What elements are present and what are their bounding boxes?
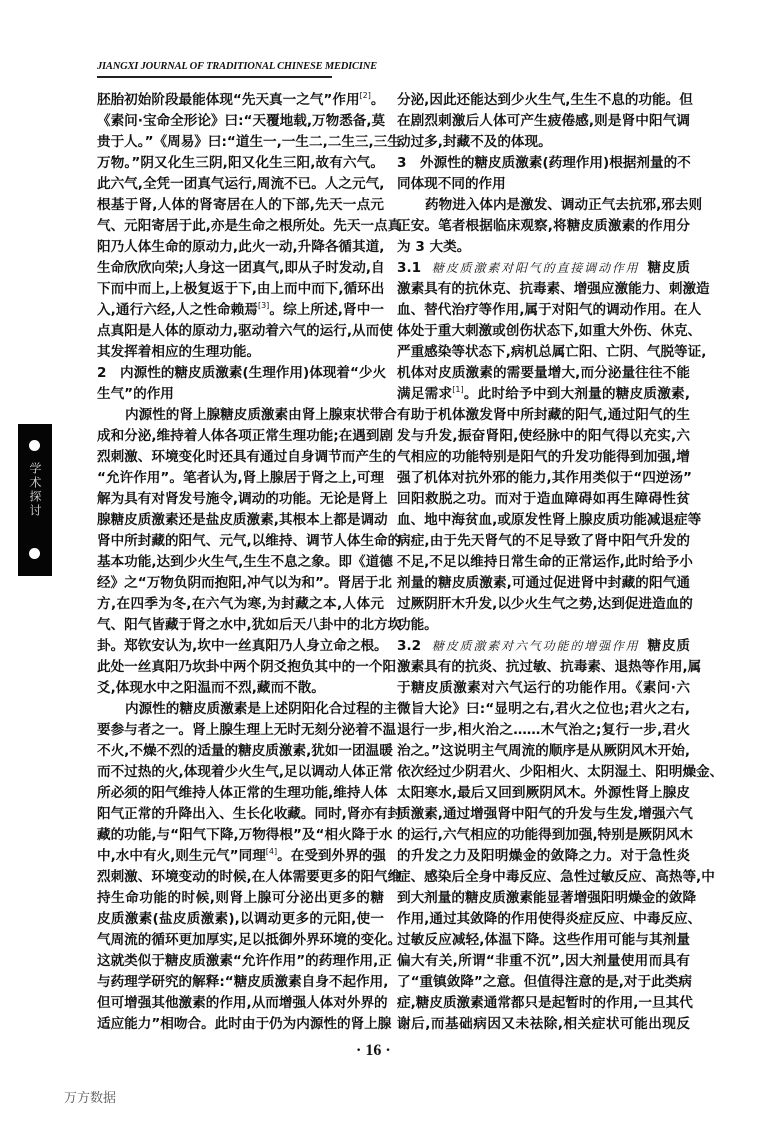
text-line: 有助于机体激发肾中所封藏的阳气,通过阳气的生 — [397, 407, 690, 423]
text-line: 症,糖皮质激素通常都只是起暂时的作用,一旦其代 — [397, 995, 693, 1011]
text-line: 但可增强其他激素的作用,从而增强人体对外界的 — [97, 995, 388, 1011]
text-line: 卦。郑钦安认为,坎中一丝真阳乃人身立命之根。 — [97, 638, 388, 654]
text-line: 体处于重大刺激或创伤状态下,如重大外伤、休克、 — [397, 323, 702, 339]
text-line: 2 内源性的糖皮质激素(生理作用)体现着“少火 — [97, 365, 387, 381]
text-line: 同体现不同的作用 — [397, 176, 506, 192]
side-tab-label: 学术探讨 — [28, 462, 42, 518]
text-line: 严重感染等状态下,病机总属亡阳、亡阴、气脱等证, — [397, 344, 707, 360]
text-line: 万物。”阴又化生三阴,阳又化生三阳,故有六气。 — [97, 155, 384, 171]
text-line: “允许作用”。笔者认为,肾上腺居于肾之上,可理 — [97, 470, 384, 486]
subsection-title: 糖皮质激素对六气功能的增强作用 — [431, 639, 640, 653]
text-line: 方,在四季为冬,在六气为寒,为封藏之本,人体元 — [97, 596, 384, 612]
subsection — [397, 258, 710, 636]
text-line: 烈刺激、环境变化时还具有通过自身调节而产生的 — [97, 449, 397, 465]
section-heading — [97, 363, 387, 405]
text-line: 中,水中有火,则生元气”同理[4]。在受到外界的强 — [97, 847, 386, 864]
text-line: 过敏反应减轻,体温下降。这些作用可能与其剂量 — [397, 932, 690, 948]
text-line: 这就类似于糖皮质激素“允许作用”的药理作用,正 — [97, 953, 392, 969]
text-line: 要参与者之一。肾上腺生理上无时无刻分泌着不温 — [97, 722, 397, 738]
text-line: 微旨大论》曰:“显明之右,君火之位也;君火之右, — [397, 701, 690, 717]
subsection-number: 3.2 — [397, 638, 422, 654]
text-line: 解为具有对肾发号施令,调动的功能。无论是肾上 — [97, 491, 388, 507]
text-line: 于糖皮质激素对六气运行的功能作用。《素问·六 — [397, 680, 690, 696]
subsection — [397, 636, 724, 1035]
text-line: 下而中而上,上极复返于下,由上而中而下,循环出 — [97, 281, 385, 297]
subsection-heading-line — [397, 258, 690, 279]
text-line: 不火,不燥不烈的适量的糖皮质激素,犹如一团温暖 — [97, 743, 393, 759]
text-line: 成和分泌,维持着人体各项正常生理功能;在遇到剧 — [97, 428, 394, 444]
text-line: 肾中所封藏的阳气、元气,以维持、调节人体生命的 — [97, 533, 402, 549]
text-line: 的运行,六气相应的功能得到加强,特别是厥阴风木 — [397, 827, 693, 843]
text-line: 与药理学研究的解释:“糖皮质激素自身不起作用, — [97, 974, 389, 990]
text-line: 依次经过少阴君火、少阳相火、太阴湿土、阳明燥金、 — [397, 764, 724, 780]
header-rule — [97, 76, 332, 78]
paragraph — [97, 90, 402, 363]
text-line: 气、元阳寄居于此,亦是生命之根所处。先天一点真 — [97, 218, 402, 234]
text-line: 到大剂量的糖皮质激素能显著增强阳明燥金的敛降 — [397, 890, 697, 906]
text-line: 《素问·宝命全形论》曰:“天覆地载,万物悉备,莫 — [97, 113, 386, 129]
running-header: JIANGXI JOURNAL OF TRADITIONAL CHINESE MEDICINE — [97, 61, 377, 72]
paragraph — [97, 699, 402, 1035]
text-line: 生气”的作用 — [97, 386, 174, 402]
page-number: · 16 · — [356, 1042, 391, 1059]
text-line: 不足,不足以维持日常生命的正常运作,此时给予小 — [397, 554, 693, 570]
text-line: 阳气正常的升降出入、生长化收藏。同时,肾亦有封 — [97, 806, 402, 822]
text-line: 激素具有的抗休克、抗毒素、增强应激能力、刺激造 — [397, 281, 710, 297]
text-line: 为 3 大类。 — [397, 239, 471, 255]
text-line: 正安。笔者根据临床观察,将糖皮质激素的作用分 — [397, 218, 690, 234]
bullet-dot-icon — [29, 548, 40, 559]
text-line: 发与升发,振奋肾阳,使经脉中的阳气得以充实,六 — [397, 428, 690, 444]
text-line: 生命欣欣向荣;人身这一团真气,即从子时发动,自 — [97, 260, 385, 276]
text-line: 剂量的糖皮质激素,可通过促进肾中封藏的阳气通 — [397, 575, 690, 591]
left-column — [97, 90, 402, 1035]
text-line: 血、地中海贫血,或原发性肾上腺皮质功能减退症等 — [397, 512, 702, 528]
text-line: 机体对皮质激素的需要量增大,而分泌量往往不能 — [397, 365, 690, 381]
paragraph — [397, 90, 693, 153]
right-column — [397, 90, 724, 1035]
text-line: 其发挥着相应的生理功能。 — [97, 344, 261, 360]
citation-marker: [4] — [265, 847, 278, 856]
text-line: 谢后,而基础病因又未祛除,相关症状可能出现反 — [397, 1016, 690, 1032]
text-line: 皮质激素(盐皮质激素),以调动更多的元阳,使一 — [97, 911, 384, 927]
text-line: 爻,体现水中之阳温而不烈,藏而不散。 — [97, 680, 325, 696]
text-line: 此六气,全凭一团真气运行,周流不已。人之元气, — [97, 176, 385, 192]
text-line: 激素具有的抗炎、抗过敏、抗毒素、退热等作用,属 — [397, 659, 702, 675]
text-line: 质激素,通过增强肾中阳气的升发与生发,增强六气 — [397, 806, 693, 822]
text-line: 退行一步,相火治之……木气治之;复行一步,君火 — [397, 722, 690, 738]
text-line: 而不过热的火,体现着少火生气,足以调动人体正常 — [97, 764, 393, 780]
text-line: 满足需求[1]。此时给予中到大剂量的糖皮质激素, — [397, 385, 691, 402]
text-line: 经》之“万物负阴而抱阳,冲气以为和”。肾居于北 — [97, 575, 392, 591]
text-line: 基本功能,达到少火生气,生生不息之象。即《道德 — [97, 554, 393, 570]
section-side-tab — [18, 424, 52, 576]
text-line: 分泌,因此还能达到少火生气,生生不息的功能。但 — [397, 92, 693, 108]
text-line: 太阳寒水,最后又回到厥阴风木。外源性肾上腺皮 — [397, 785, 690, 801]
citation-marker: [3] — [257, 301, 270, 310]
text-line: 阳乃人体生命的原动力,此火一动,升降各循其道, — [97, 239, 385, 255]
bullet-dot-icon — [29, 440, 40, 451]
text-line: 了“重镇敛降”之意。但值得注意的是,对于此类病 — [397, 974, 692, 990]
text-line: 的升发之力及阳明燥金的敛降之力。对于急性炎 — [397, 848, 690, 864]
text-line: 胚胎初始阶段最能体现“先天真一之气”作用[2]。 — [97, 91, 385, 108]
footer-watermark: 万方数据 — [64, 1091, 117, 1106]
text-line: 此处一丝真阳乃坎卦中两个阴爻抱负其中的一个阳 — [97, 659, 397, 675]
text-line: 入,通行六经,人之性命赖焉[3]。综上所述,肾中一 — [97, 301, 384, 318]
text-line: 烈刺激、环境变动的时候,在人体需要更多的阳气维 — [97, 869, 402, 885]
text-line: 所必须的阳气维持人体正常的生理功能,维持人体 — [97, 785, 388, 801]
text-line: 3 外源性的糖皮质激素(药理作用)根据剂量的不 — [397, 155, 691, 171]
citation-marker: [2] — [359, 91, 371, 100]
text-line: 强了机体对抗外邪的能力,其作用类似于“四逆汤” — [397, 470, 692, 486]
text-line: 气、阳气皆藏于肾之水中,犹如后天八卦中的北方坎 — [97, 617, 402, 633]
text-line: 点真阳是人体的原动力,驱动着六气的运行,从而使 — [97, 323, 393, 339]
text-line: 在剧烈刺激后人体可产生疲倦感,则是肾中阳气调 — [397, 113, 690, 129]
text-line: 偏大有关,所谓“非重不沉”,因大剂量使用而具有 — [397, 953, 690, 969]
text-line: 过厥阴肝木升发,以少火生气之势,达到促进造血的 — [397, 596, 693, 612]
text-line: 内源性的糖皮质激素是上述阴阳化合过程的主 — [125, 701, 397, 717]
citation-marker: [1] — [452, 385, 464, 394]
text-line: 治之。”这说明主气周流的顺序是从厥阴风木开始, — [397, 743, 690, 759]
text-line: 适应能力”相吻合。此时由于仍为内源性的肾上腺 — [97, 1016, 392, 1032]
subsection-number: 3.1 — [397, 260, 422, 276]
text-line: 药物进入体内是激发、调动正气去抗邪,邪去则 — [425, 197, 703, 213]
paragraph — [397, 195, 703, 258]
text-line: 藏的功能,与“阳气下降,万物得根”及“相火降于水 — [97, 827, 393, 843]
text-line: 气相应的功能特别是阳气的升发功能得到加强,增 — [397, 449, 690, 465]
section-heading — [397, 153, 690, 195]
text-line: 持生命功能的时候,则肾上腺可分泌出更多的糖 — [97, 890, 384, 906]
text-line: 功能。 — [397, 617, 438, 633]
paragraph — [97, 405, 402, 699]
text-line: 病症,由于先天肾气的不足导致了肾中阳气升发的 — [397, 533, 690, 549]
subsection-title: 糖皮质激素对阳气的直接调动作用 — [431, 261, 640, 275]
text-line: 根基于肾,人体的肾寄居在人的下部,先天一点元 — [97, 197, 384, 213]
text-line: 内源性的肾上腺糖皮质激素由肾上腺束状带合 — [125, 407, 397, 423]
text-line: 血、替代治疗等作用,属于对阳气的调动作用。在人 — [397, 302, 702, 318]
subsection-heading-line — [397, 636, 690, 657]
text-line: 症、感染后全身中毒反应、急性过敏反应、高热等,中 — [397, 869, 715, 885]
text-line: 动过多,封藏不及的体现。 — [397, 134, 552, 150]
text-line: 腺糖皮质激素还是盐皮质激素,其根本上都是调动 — [97, 512, 388, 528]
text-line: 回阳救脱之功。而对于造血障碍如再生障碍性贫 — [397, 491, 690, 507]
subsection-lead-text: 糖皮质 — [647, 638, 690, 654]
text-line: 气周流的循环更加厚实,足以抵御外界环境的变化。 — [97, 932, 402, 948]
text-line: 贵于人。”《周易》曰:“道生一,一生二,二生三,三生 — [97, 134, 401, 150]
text-line: 作用,通过其敛降的作用使得炎症反应、中毒反应、 — [397, 911, 702, 927]
subsection-lead-text: 糖皮质 — [647, 260, 690, 276]
